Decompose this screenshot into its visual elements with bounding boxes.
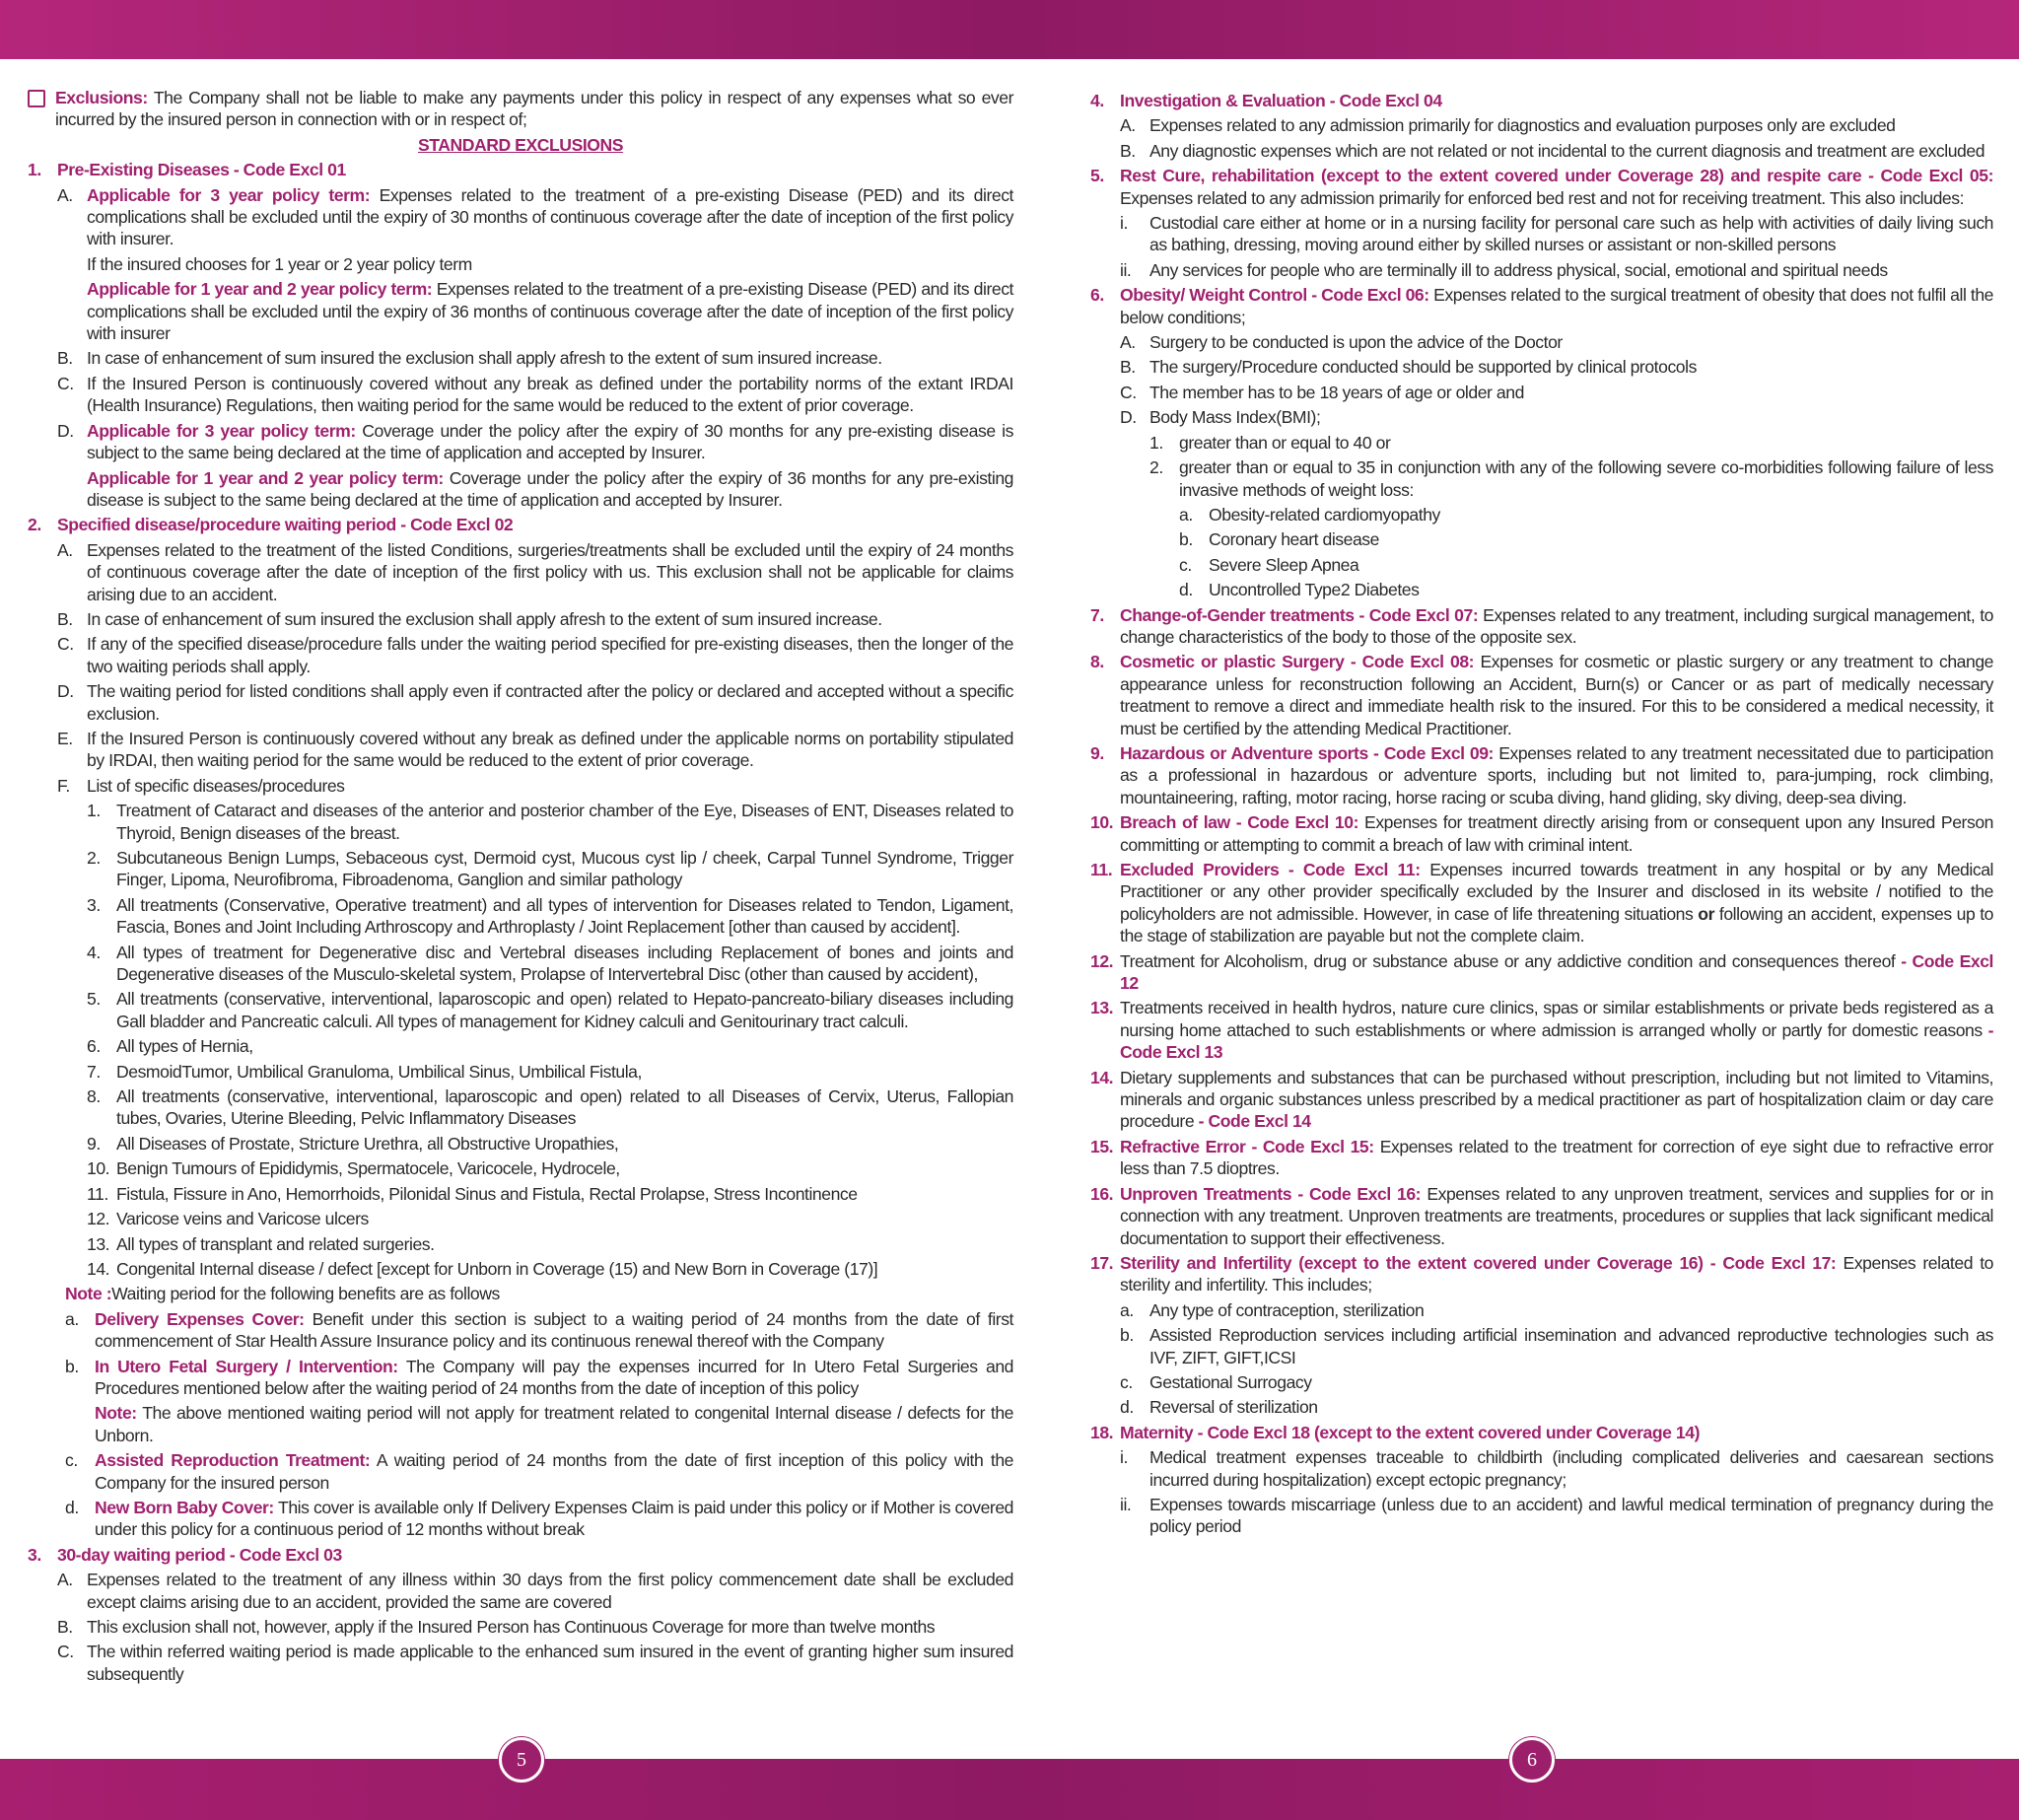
- section-title: Unproven Treatments - Code Excl 16:: [1120, 1183, 1422, 1204]
- note-block: [28, 1283, 1013, 1540]
- item-text: All treatments (Conservative, Operative treatment) and all types of intervention for Diseases related to Tendon, Ligament, Fascia, Bones and Joint Including Arthroscopy and Arthroplasty / Joint Replacement [other than caused by accident].: [116, 894, 1013, 938]
- section-number: 8.: [1090, 652, 1104, 672]
- item-text: All types of treatment for Degenerative disc and Vertebral diseases including Replacement of bones and joints and Degenerative diseases of the Musculo-skeletal system, Prolapse of Intervertebral Disc (other than caused by accident),: [116, 942, 1013, 985]
- list-item: [65, 1449, 1013, 1494]
- disease-list-item: [87, 847, 1013, 891]
- section-number: 5.: [1090, 166, 1104, 186]
- section-code: - Code Excl 13: [1120, 1019, 1993, 1063]
- item-text: If the Insured Person is continuously covered without any break as defined under the portability norms of the extant IRDAI (Health Insurance) Regulations, then waiting period for the same would be reduced to the extent of prior coverage.: [87, 373, 1013, 416]
- section-title: Change-of-Gender treatments - Code Excl 07:: [1120, 604, 1479, 625]
- list-item: [57, 680, 1013, 725]
- section-text: Treatments received in health hydros, nature cure clinics, spas or similar establishments or private beds registered as a nursing home attached to such establishments or where admission is arranged wholly or partly for domestic reasons: [1120, 998, 1993, 1040]
- item-text: The Company will pay the expenses incurred for In Utero Fetal Surgeries and Procedures mentioned below after the waiting period of 24 months from the date of inception of this policy: [95, 1356, 1014, 1398]
- item-text: A waiting period of 24 months from the date of first inception of this policy with the Company for the insured person: [95, 1450, 1013, 1493]
- section-title: Pre-Existing Diseases - Code Excl 01: [57, 160, 346, 180]
- item-marker: a.: [1179, 504, 1193, 525]
- item-marker: D.: [1120, 407, 1137, 428]
- item-text: If any of the specified disease/procedure falls under the waiting period specified for pre-existing diseases, then the longer of the two waiting periods shall apply.: [87, 634, 1013, 676]
- list-item: [57, 633, 1013, 677]
- section-number: 3.: [28, 1544, 41, 1565]
- item-marker: c.: [1179, 554, 1192, 575]
- item-marker: B.: [57, 348, 73, 369]
- section-text: Treatment for Alcoholism, drug or substance abuse or any addictive condition and consequences thereof: [1120, 950, 1896, 971]
- list-item: [57, 184, 1013, 345]
- section-9: [1090, 742, 1993, 808]
- item-marker: 10.: [87, 1158, 110, 1179]
- list-item: [65, 1356, 1013, 1447]
- section-5: [1090, 165, 1993, 281]
- section-number: 14.: [1090, 1067, 1114, 1087]
- section-2: [28, 514, 1013, 1280]
- list-item: [1120, 1396, 1993, 1418]
- list-item: [57, 728, 1013, 772]
- list-item: [57, 347, 1013, 369]
- item-marker: 2.: [87, 848, 101, 868]
- list-item: [57, 1569, 1013, 1613]
- section-10: [1090, 811, 1993, 856]
- exclusions-text: The Company shall not be liable to make any payments under this policy in respect of any expenses what so ever incurred by the insured person in connection with or in respect of;: [55, 88, 1014, 130]
- section-title: Hazardous or Adventure sports - Code Excl 09:: [1120, 742, 1494, 763]
- disease-list-item: [87, 988, 1013, 1032]
- item-text: The within referred waiting period is made applicable to the enhanced sum insured in the event of granting higher sum insured subsequently: [87, 1642, 1013, 1684]
- page-number-right: 6: [1509, 1737, 1555, 1783]
- left-column: [28, 87, 1013, 1685]
- item-text: Benign Tumours of Epididymis, Spermatocele, Varicocele, Hydrocele,: [116, 1158, 620, 1179]
- comorbidity-item: [1179, 579, 1993, 600]
- section-6: [1090, 284, 1993, 600]
- item-text: Expenses towards miscarriage (unless due to an accident) and lawful medical termination of pregnancy during the policy period: [1149, 1494, 1993, 1537]
- item-marker: C.: [57, 1642, 74, 1662]
- section-number: 16.: [1090, 1183, 1114, 1204]
- item-marker: A.: [1120, 332, 1136, 353]
- section-title: Excluded Providers - Code Excl 11:: [1120, 860, 1421, 879]
- item-text: Body Mass Index(BMI);: [1149, 407, 1321, 428]
- section-title: Cosmetic or plastic Surgery - Code Excl 08:: [1120, 652, 1475, 672]
- item-marker: a.: [1120, 1299, 1134, 1320]
- item-marker: A.: [1120, 115, 1136, 136]
- section-title: Rest Cure, rehabilitation (except to the extent covered under Coverage 28) and respite care - Code Excl 05:: [1120, 166, 1993, 186]
- comorbidity-item: [1179, 554, 1993, 576]
- disease-list-item: [87, 1061, 1013, 1083]
- section-title: 30-day waiting period - Code Excl 03: [57, 1544, 342, 1565]
- exclusions-label: Exclusions:: [55, 88, 148, 107]
- item-text: If the Insured Person is continuously covered without any break as defined under the applicable norms on portability stipulated by IRDAI, then waiting period for the same would be reduced to the extent of prior coverage.: [87, 728, 1013, 771]
- item-marker: D.: [57, 681, 74, 702]
- list-item: [1120, 140, 1993, 162]
- section-number: 15.: [1090, 1136, 1114, 1156]
- list-item: [57, 608, 1013, 630]
- item-marker: A.: [57, 539, 73, 560]
- item-marker: ii.: [1120, 1494, 1132, 1514]
- section-number: 11.: [1090, 860, 1113, 879]
- section-number: 10.: [1090, 812, 1114, 833]
- section-7: [1090, 604, 1993, 649]
- list-item: [1120, 212, 1993, 256]
- item-text: DesmoidTumor, Umbilical Granuloma, Umbilical Sinus, Umbilical Fistula,: [116, 1061, 642, 1082]
- note-text: Waiting period for the following benefits are as follows: [111, 1284, 500, 1304]
- item-marker: 3.: [87, 894, 101, 915]
- item-marker: A.: [57, 1570, 73, 1590]
- item-text: All treatments (conservative, interventional, laparoscopic and open) related to all Diseases of Cervix, Uterus, Fallopian tubes, Ovaries, Uterine Bleeding, Pelvic Inflammatory Diseases: [116, 1086, 1013, 1129]
- list-item: [1120, 1446, 1993, 1491]
- item-text: Severe Sleep Apnea: [1209, 554, 1359, 575]
- list-item: [57, 775, 1013, 797]
- item-marker: c.: [65, 1450, 78, 1471]
- item-marker: C.: [57, 634, 74, 655]
- item-marker: E.: [57, 728, 73, 748]
- item-marker: 2.: [1149, 457, 1163, 478]
- section-3: [28, 1544, 1013, 1685]
- section-15: [1090, 1136, 1993, 1180]
- item-text: Expenses related to the treatment of the listed Conditions, surgeries/treatments shall be excluded until the expiry of 24 months of continuous coverage after the date of inception of the first policy with us. This exclusion shall not be applicable for claims arising due to an accident.: [87, 539, 1013, 604]
- item-text: All treatments (conservative, interventional, laparoscopic and open) related to Hepato-pancreato-biliary diseases including Gall bladder and Pancreatic calculi. All types of management for Kidney calculi and Genitourinary tract calculi.: [116, 989, 1013, 1031]
- list-item: [65, 1308, 1013, 1353]
- item-marker: 13.: [87, 1233, 110, 1254]
- item-text: Benefit under this section is subject to a waiting period of 24 months from the date of first commencement of Star Health Assure Insurance policy and its continuous renewal thereof with the Company: [95, 1308, 1013, 1352]
- item-text: The waiting period for listed conditions shall apply even if contracted after the policy or declared and accepted without a specific exclusion.: [87, 681, 1013, 724]
- section-text: Expenses for treatment directly arising from or consequent upon any Insured Person committing or attempting to commit a breach of law with criminal intent.: [1120, 812, 1993, 855]
- item-text: Coverage under the policy after the expiry of 30 months for any pre-existing disease is subject to the same being declared at the time of application and accepted by Insurer.: [87, 420, 1013, 463]
- item-marker: b.: [1120, 1325, 1134, 1346]
- section-text: following an accident, expenses up to the stage of stabilization are payable but not the complete claim.: [1120, 903, 1993, 946]
- item-text: Reversal of sterilization: [1149, 1397, 1318, 1418]
- item-text: Treatment of Cataract and diseases of the anterior and posterior chamber of the Eye, Diseases of ENT, Diseases related to Thyroid, Benign diseases of the breast.: [116, 801, 1013, 843]
- section-text: Expenses related to the surgical treatment of obesity that does not fulfil all the below conditions;: [1120, 285, 1993, 327]
- bottom-band: [0, 1759, 2019, 1820]
- item-marker: ii.: [1120, 259, 1132, 280]
- item-text: Expenses related to the treatment of any illness within 30 days from the first policy commencement date shall be excluded except claims arising due to an accident, provided the same are covered: [87, 1570, 1013, 1612]
- item-text: All Diseases of Prostate, Stricture Urethra, all Obstructive Uropathies,: [116, 1133, 619, 1154]
- item-text: Gestational Surrogacy: [1149, 1371, 1312, 1392]
- list-item: [1120, 1371, 1993, 1393]
- item-text: List of specific diseases/procedures: [87, 775, 345, 796]
- item-marker: 1.: [1149, 432, 1163, 453]
- item-text: All types of Hernia,: [116, 1036, 253, 1057]
- item-label: Applicable for 3 year policy term:: [87, 420, 356, 441]
- section-14: [1090, 1067, 1993, 1133]
- item-label: Delivery Expenses Cover:: [95, 1308, 305, 1329]
- item-marker: b.: [1179, 529, 1193, 550]
- item-text: Assisted Reproduction services including artificial insemination and advanced reproductive technologies such as IVF, ZIFT, GIFT,ICSI: [1149, 1325, 1993, 1367]
- item-marker: b.: [65, 1356, 79, 1376]
- list-item: [1120, 114, 1993, 136]
- item-marker: B.: [57, 1617, 73, 1637]
- item-text: Medical treatment expenses traceable to childbirth (including complicated deliveries and caesarean sections incurred during hospitalization) except ectopic pregnancy;: [1149, 1447, 1993, 1490]
- disease-list-item: [87, 1085, 1013, 1130]
- item-marker: B.: [1120, 140, 1136, 161]
- item-text: Custodial care either at home or in a nursing facility for personal care such as help with activities of daily living such as bathing, dressing, moving around either by skilled nurses or assistant or non-skilled persons: [1149, 213, 1993, 255]
- list-item: [1120, 1299, 1993, 1321]
- disease-list-item: [87, 1157, 1013, 1179]
- item-text: Coverage under the policy after the expiry of 36 months for any pre-existing disease is subject to the same being declared at the time of application and accepted by Insurer.: [87, 467, 1013, 510]
- item-marker: 12.: [87, 1209, 110, 1229]
- comorbidity-item: [1179, 504, 1993, 525]
- section-text: Expenses related to any unproven treatment, services and supplies for or in connection with any treatment. Unproven treatments are treatments, procedures or supplies that lack significant medical documentation to support their effectiveness.: [1120, 1183, 1993, 1248]
- item-text: The member has to be 18 years of age or older and: [1149, 382, 1524, 402]
- section-4: [1090, 90, 1993, 162]
- item-marker: d.: [1179, 580, 1193, 600]
- item-paragraph: [95, 1402, 1013, 1446]
- item-marker: D.: [57, 420, 74, 441]
- item-text: Obesity-related cardiomyopathy: [1209, 504, 1440, 525]
- disease-list-item: [87, 942, 1013, 986]
- disease-list-item: [87, 1258, 1013, 1280]
- list-item: [1120, 1324, 1993, 1368]
- section-1: [28, 159, 1013, 511]
- comorbidity-item: [1179, 528, 1993, 550]
- list-item: [57, 420, 1013, 512]
- item-text: Expenses related to any admission primarily for diagnostics and evaluation purposes only are excluded: [1149, 115, 1896, 136]
- section-text: Dietary supplements and substances that can be purchased without prescription, including but not limited to Vitamins, minerals and organic substances unless prescribed by a medical practitioner as part of hospitalization claim or day care procedure: [1120, 1067, 1993, 1132]
- item-marker: a.: [65, 1308, 79, 1329]
- section-17: [1090, 1252, 1993, 1419]
- list-item: [57, 1616, 1013, 1638]
- section-number: 7.: [1090, 604, 1104, 625]
- item-marker: 14.: [87, 1258, 110, 1279]
- item-marker: i.: [1120, 213, 1128, 234]
- item-text: Any services for people who are terminally ill to address physical, social, emotional and spiritual needs: [1149, 259, 1888, 280]
- section-number: 12.: [1090, 950, 1114, 971]
- disease-list-item: [87, 1208, 1013, 1229]
- item-text: This cover is available only If Delivery Expenses Claim is paid under this policy or if Mother is covered under this policy for a continuous period of 12 months without break: [95, 1497, 1014, 1540]
- item-marker: 9.: [87, 1133, 101, 1154]
- section-text: Expenses related to any admission primarily for enforced bed rest and not for receiving treatment. This also includes:: [1120, 187, 1965, 208]
- section-number: 13.: [1090, 998, 1114, 1018]
- item-marker: 8.: [87, 1086, 101, 1107]
- section-text: Expenses related to any treatment necessitated due to participation as a professional in hazardous or adventure sports, including but not limited to, para-jumping, rock climbing, mountaineering, rafting, motor racing, horse racing or scuba diving, hand gliding, sky diving, deep-sea diving.: [1120, 742, 1993, 807]
- section-18: [1090, 1422, 1993, 1538]
- section-text: Expenses incurred towards treatment in any hospital or by any Medical Practitioner or any other provider specifically excluded by the Insurer and disclosed in its website / notified to the policyholders are not admissible. However, in case of life threatening situations: [1120, 860, 1993, 924]
- item-marker: 1.: [87, 801, 101, 821]
- item-marker: 4.: [87, 942, 101, 962]
- list-item: [57, 539, 1013, 605]
- item-marker: 11.: [87, 1183, 108, 1204]
- item-text: Any type of contraception, sterilization: [1149, 1299, 1425, 1320]
- item-label: New Born Baby Cover:: [95, 1497, 274, 1517]
- section-number: 1.: [28, 160, 41, 180]
- list-item: [1120, 356, 1993, 378]
- section-13: [1090, 997, 1993, 1063]
- item-paragraph: [87, 467, 1013, 512]
- disease-list-item: [87, 894, 1013, 939]
- item-text: Coronary heart disease: [1209, 529, 1379, 550]
- section-12: [1090, 950, 1993, 995]
- item-text: The surgery/Procedure conducted should be supported by clinical protocols: [1149, 357, 1697, 378]
- list-item: [57, 1641, 1013, 1685]
- section-16: [1090, 1183, 1993, 1249]
- list-item: [1120, 382, 1993, 403]
- item-text: In case of enhancement of sum insured the exclusion shall apply afresh to the extent of sum insured increase.: [87, 348, 882, 369]
- item-label: Assisted Reproduction Treatment:: [95, 1450, 371, 1471]
- top-band: [0, 0, 2019, 59]
- item-marker: C.: [1120, 382, 1137, 402]
- list-item: [57, 373, 1013, 417]
- item-label: In Utero Fetal Surgery / Intervention:: [95, 1356, 398, 1376]
- item-label: Note:: [95, 1403, 137, 1424]
- item-marker: C.: [57, 373, 74, 393]
- item-label: Applicable for 1 year and 2 year policy term:: [87, 279, 433, 300]
- section-8: [1090, 651, 1993, 739]
- section-title: Sterility and Infertility (except to the extent covered under Coverage 16) - Code Excl 17:: [1120, 1252, 1837, 1273]
- disease-list-item: [87, 1183, 1013, 1205]
- list-item: [1120, 331, 1993, 353]
- section-title: Breach of law - Code Excl 10:: [1120, 812, 1358, 833]
- item-marker: d.: [1120, 1397, 1134, 1418]
- standard-exclusions-heading: STANDARD EXCLUSIONS: [417, 134, 624, 155]
- item-marker: i.: [1120, 1447, 1128, 1468]
- item-text: This exclusion shall not, however, apply if the Insured Person has Continuous Coverage for more than twelve months: [87, 1617, 936, 1637]
- section-text: Expenses related to any treatment, including surgical management, to change characteristics of the body to those of the opposite sex.: [1120, 604, 1993, 647]
- item-text: Any diagnostic expenses which are not related or not incidental to the current diagnosis and treatment are excluded: [1149, 140, 1985, 161]
- item-text: Varicose veins and Varicose ulcers: [116, 1209, 369, 1229]
- item-marker: B.: [1120, 357, 1136, 378]
- item-text: Expenses related to the treatment of a pre-existing Disease (PED) and its direct complications shall be excluded until the expiry of 30 months of continuous coverage after the date of inception of the first policy with insurer.: [87, 184, 1013, 249]
- section-title: Refractive Error - Code Excl 15:: [1120, 1136, 1374, 1156]
- list-item: [1120, 406, 1993, 428]
- right-column: [1090, 87, 1993, 1538]
- section-number: 18.: [1090, 1422, 1114, 1442]
- section-text: Expenses related to sterility and infertility. This includes;: [1120, 1252, 1993, 1295]
- item-marker: c.: [1120, 1371, 1133, 1392]
- disease-list-item: [87, 800, 1013, 844]
- section-title: Investigation & Evaluation - Code Excl 04: [1120, 91, 1442, 110]
- note-label: Note :: [65, 1284, 112, 1304]
- section-title: Obesity/ Weight Control - Code Excl 06:: [1120, 285, 1429, 306]
- item-text: If the insured chooses for 1 year or 2 year policy term: [87, 253, 472, 274]
- disease-list-item: [87, 1133, 1013, 1155]
- item-text: Uncontrolled Type2 Diabetes: [1209, 580, 1420, 600]
- page-number-left: 5: [499, 1737, 544, 1783]
- section-number: 2.: [28, 515, 41, 535]
- list-item: [1120, 259, 1993, 281]
- section-number: 6.: [1090, 285, 1104, 306]
- item-text: In case of enhancement of sum insured the exclusion shall apply afresh to the extent of sum insured increase.: [87, 608, 882, 629]
- section-number: 9.: [1090, 742, 1104, 763]
- item-text: The above mentioned waiting period will not apply for treatment related to congenital Internal disease / defects for the Unborn.: [95, 1403, 1013, 1445]
- item-label: Applicable for 3 year policy term:: [87, 184, 371, 205]
- item-marker: 5.: [87, 989, 101, 1010]
- item-marker: 6.: [87, 1036, 101, 1057]
- section-text-bold: or: [1698, 903, 1714, 924]
- checkbox-bullet-icon: [28, 90, 45, 107]
- disease-list-item: [87, 1035, 1013, 1057]
- section-11: [1090, 859, 1993, 947]
- item-marker: B.: [57, 608, 73, 629]
- list-item: [1120, 1494, 1993, 1538]
- item-marker: d.: [65, 1497, 79, 1517]
- item-text: All types of transplant and related surgeries.: [116, 1233, 435, 1254]
- bmi-item: [1149, 456, 1993, 501]
- section-number: 4.: [1090, 91, 1104, 110]
- section-text: Expenses for cosmetic or plastic surgery or any treatment to change appearance unless for reconstruction following an Accident, Burn(s) or Cancer or as part of medically necessary treatment to remove a direct and immediate health risk to the insured. For this to be considered a medical necessity, it must be certified by the attending Medical Practitioner.: [1120, 652, 1993, 738]
- item-text: greater than or equal to 40 or: [1179, 432, 1391, 453]
- item-text: Expenses related to the treatment of a pre-existing Disease (PED) and its direct complications shall be excluded until the expiry of 36 months of continuous coverage after the date of inception of the first policy with insurer: [87, 279, 1013, 344]
- item-text: greater than or equal to 35 in conjunction with any of the following severe co-morbidities following failure of less invasive methods of weight loss:: [1179, 457, 1993, 500]
- disease-list-item: [87, 1233, 1013, 1255]
- item-text: Surgery to be conducted is upon the advice of the Doctor: [1149, 332, 1563, 353]
- item-text: Congenital Internal disease / defect [except for Unborn in Coverage (15) and New Born in Coverage (17)]: [116, 1258, 878, 1279]
- bmi-item: [1149, 432, 1993, 454]
- item-paragraph: [87, 278, 1013, 344]
- list-item: [65, 1497, 1013, 1541]
- item-text: Fistula, Fissure in Ano, Hemorrhoids, Pilonidal Sinus and Fistula, Rectal Prolapse, Stress Incontinence: [116, 1183, 858, 1204]
- section-code: - Code Excl 14: [1198, 1111, 1311, 1132]
- item-label: Applicable for 1 year and 2 year policy term:: [87, 467, 444, 488]
- item-marker: A.: [57, 184, 73, 205]
- exclusions-intro: [28, 87, 1013, 131]
- item-marker: F.: [57, 775, 70, 796]
- section-title: Maternity - Code Excl 18 (except to the extent covered under Coverage 14): [1120, 1422, 1701, 1442]
- section-number: 17.: [1090, 1252, 1114, 1273]
- section-title: Specified disease/procedure waiting period - Code Excl 02: [57, 515, 514, 535]
- item-marker: 7.: [87, 1061, 101, 1082]
- section-text: Expenses related to the treatment for correction of eye sight due to refractive error less than 7.5 dioptres.: [1120, 1136, 1993, 1179]
- item-text: Subcutaneous Benign Lumps, Sebaceous cyst, Dermoid cyst, Mucous cyst lip / cheek, Carpal Tunnel Syndrome, Trigger Finger, Lipoma, Neurofibroma, Fibroadenoma, Ganglion and similar pathology: [116, 848, 1013, 890]
- section-code: - Code Excl 12: [1120, 950, 1993, 994]
